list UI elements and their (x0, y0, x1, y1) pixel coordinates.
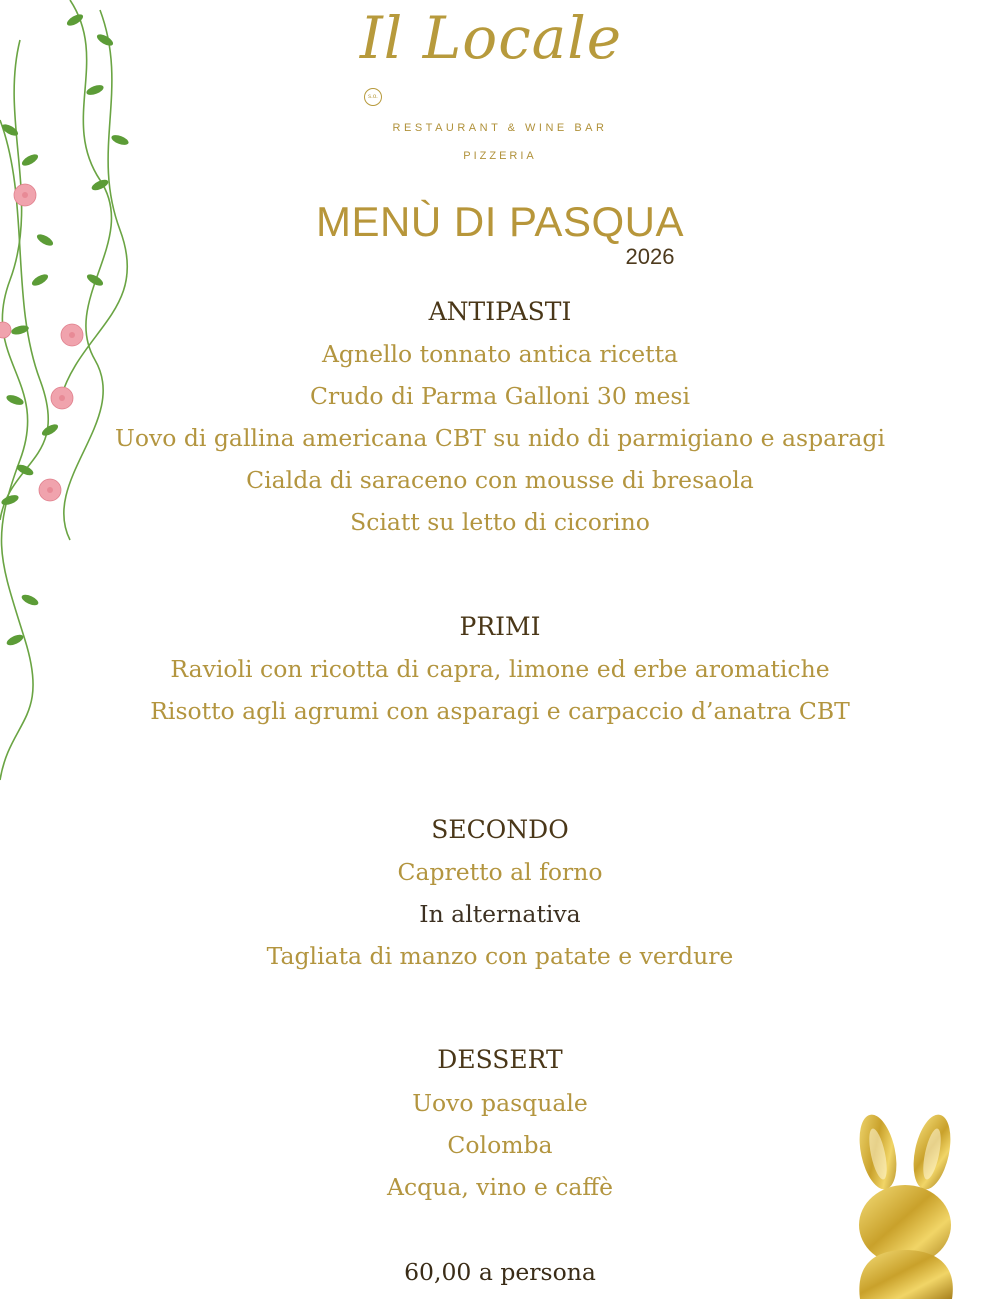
menu-item: Crudo di Parma Galloni 30 mesi (309, 382, 691, 410)
menu-item: Colomba (447, 1131, 553, 1159)
restaurant-subtitle-pizzeria: PIZZERIA (463, 150, 537, 162)
menu-item: Capretto al forno (397, 858, 603, 886)
menu-item: Tagliata di manzo con patate e verdure (266, 942, 734, 970)
menu-item: Cialda di saraceno con mousse di bresaola (246, 466, 754, 494)
menu-item: Sciatt su letto di cicorino (350, 508, 650, 536)
menu-price: 60,00 a persona (404, 1258, 596, 1286)
restaurant-logo (340, 0, 640, 115)
menu-year: 2026 (625, 244, 675, 269)
section-title-dessert: DESSERT (437, 1045, 563, 1074)
section-title-primi: PRIMI (459, 612, 541, 641)
section-title-antipasti: ANTIPASTI (428, 297, 572, 326)
menu-item-alternative-label: In alternativa (419, 900, 581, 928)
logo-text: Il Locale (359, 4, 623, 72)
golden-bunny-icon (840, 1110, 970, 1299)
menu-item: Ravioli con ricotta di capra, limone ed erbe aromatiche (170, 655, 830, 683)
menu-item: Agnello tonnato antica ricetta (321, 340, 679, 368)
restaurant-subtitle: RESTAURANT & WINE BAR (392, 122, 608, 134)
logo-mark: s.o. (364, 88, 382, 106)
menu-title: MENÙ DI PASQUA (316, 198, 684, 245)
section-title-secondo: SECONDO (431, 815, 569, 844)
menu-item: Uovo pasquale (412, 1089, 588, 1117)
menu-item: Risotto agli agrumi con asparagi e carpaccio d’anatra CBT (150, 697, 850, 725)
menu-item: Acqua, vino e caffè (387, 1173, 613, 1201)
menu-item: Uovo di gallina americana CBT su nido di parmigiano e asparagi (115, 424, 885, 452)
